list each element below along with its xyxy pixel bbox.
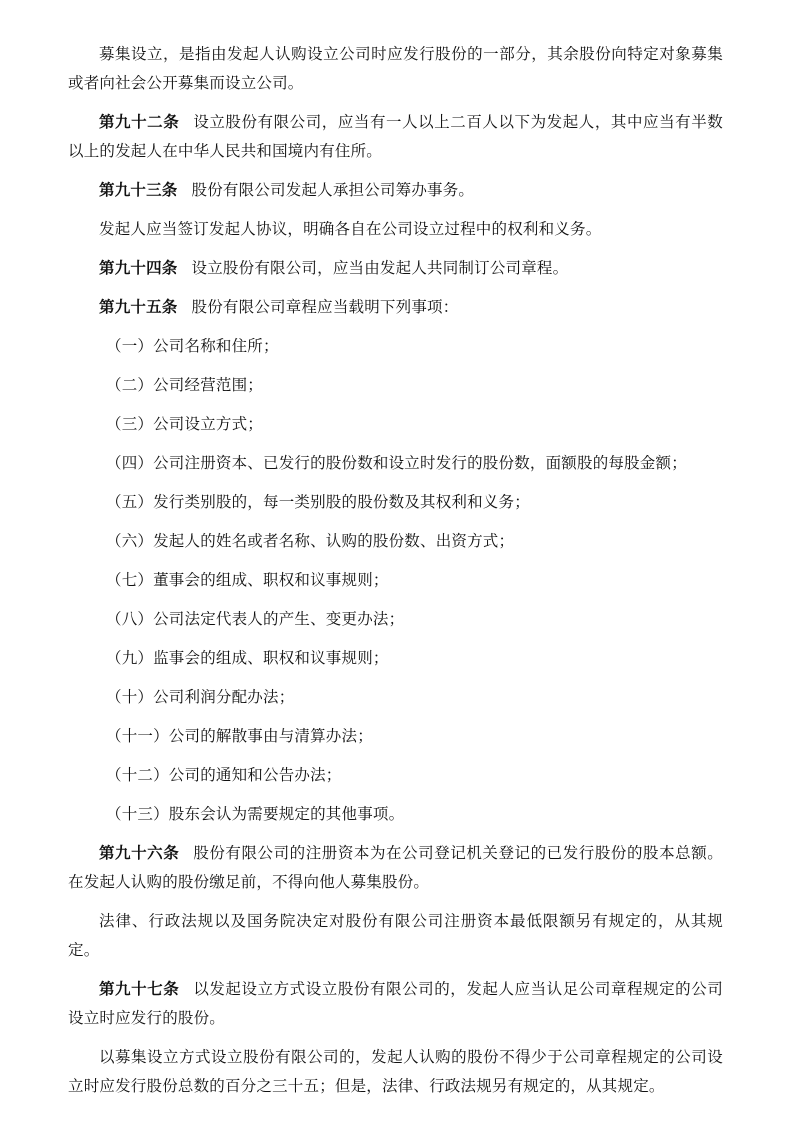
article-title: 第九十三条 (99, 181, 178, 199)
article-text: 设立股份有限公司，应当有一人以上二百人以下为发起人，其中应当有半数以上的发起人在中华人民共和国境内有住所。 (68, 113, 723, 160)
list-item: （八）公司法定代表人的产生、变更办法； (106, 610, 405, 628)
list-item: （十二）公司的通知和公告办法； (106, 766, 342, 784)
paragraph-text: 法律、行政法规以及国务院决定对股份有限公司注册资本最低限额另有规定的，从其规定。 (68, 912, 723, 959)
article-title: 第九十七条 (99, 980, 180, 998)
article-93 (68, 176, 723, 205)
article-94 (68, 254, 723, 283)
article-title: 第九十六条 (99, 844, 180, 862)
paragraph-text: 发起人应当签订发起人协议，明确各自在公司设立过程中的权利和义务。 (99, 220, 602, 238)
article-title: 第九十五条 (99, 298, 178, 316)
article-text: 以发起设立方式设立股份有限公司的，发起人应当认足公司章程规定的公司设立时应发行的股份。 (68, 980, 723, 1027)
article-96-paragraph-2 (68, 907, 723, 965)
list-item: （十一）公司的解散事由与清算办法； (106, 727, 373, 745)
article-97-paragraph-2 (68, 1043, 723, 1101)
article-text: 股份有限公司发起人承担公司筹办事务。 (191, 181, 475, 199)
article-text: 股份有限公司的注册资本为在公司登记机关登记的已发行股份的股本总额。在发起人认购的股份缴足前，不得向他人募集股份。 (68, 844, 723, 891)
list-item: （三）公司设立方式； (106, 415, 264, 433)
article-text: 股份有限公司章程应当载明下列事项： (191, 298, 459, 316)
article-title: 第九十四条 (99, 259, 178, 277)
article-93-paragraph-2 (68, 215, 723, 244)
article-text: 设立股份有限公司，应当由发起人共同制订公司章程。 (191, 259, 569, 277)
article-97 (68, 975, 723, 1033)
list-item: （六）发起人的姓名或者名称、认购的股份数、出资方式； (106, 532, 515, 550)
article-title: 第九十二条 (99, 113, 180, 131)
article-96 (68, 839, 723, 897)
list-item: （五）发行类别股的，每一类别股的股份数及其权利和义务； (106, 493, 530, 511)
list-item: （四）公司注册资本、已发行的股份数和设立时发行的股份数，面额股的每股金额； (106, 454, 687, 472)
list-item: （七）董事会的组成、职权和议事规则； (106, 571, 389, 589)
paragraph-fundraising-definition (68, 40, 723, 98)
article-95 (68, 293, 723, 322)
paragraph-text: 以募集设立方式设立股份有限公司的，发起人认购的股份不得少于公司章程规定的公司设立时应发行股份总数的百分之三十五；但是，法律、行政法规另有规定的，从其规定。 (68, 1048, 723, 1095)
list-item: （十三）股东会认为需要规定的其他事项。 (106, 805, 405, 823)
list-item: （九）监事会的组成、职权和议事规则； (106, 649, 389, 667)
article-92 (68, 108, 723, 166)
list-item: （十）公司利润分配办法； (106, 688, 295, 706)
list-item: （二）公司经营范围； (106, 376, 264, 394)
list-item: （一）公司名称和住所； (106, 337, 279, 355)
paragraph-text: 募集设立，是指由发起人认购设立公司时应发行股份的一部分，其余股份向特定对象募集或者向社会公开募集而设立公司。 (68, 45, 723, 92)
